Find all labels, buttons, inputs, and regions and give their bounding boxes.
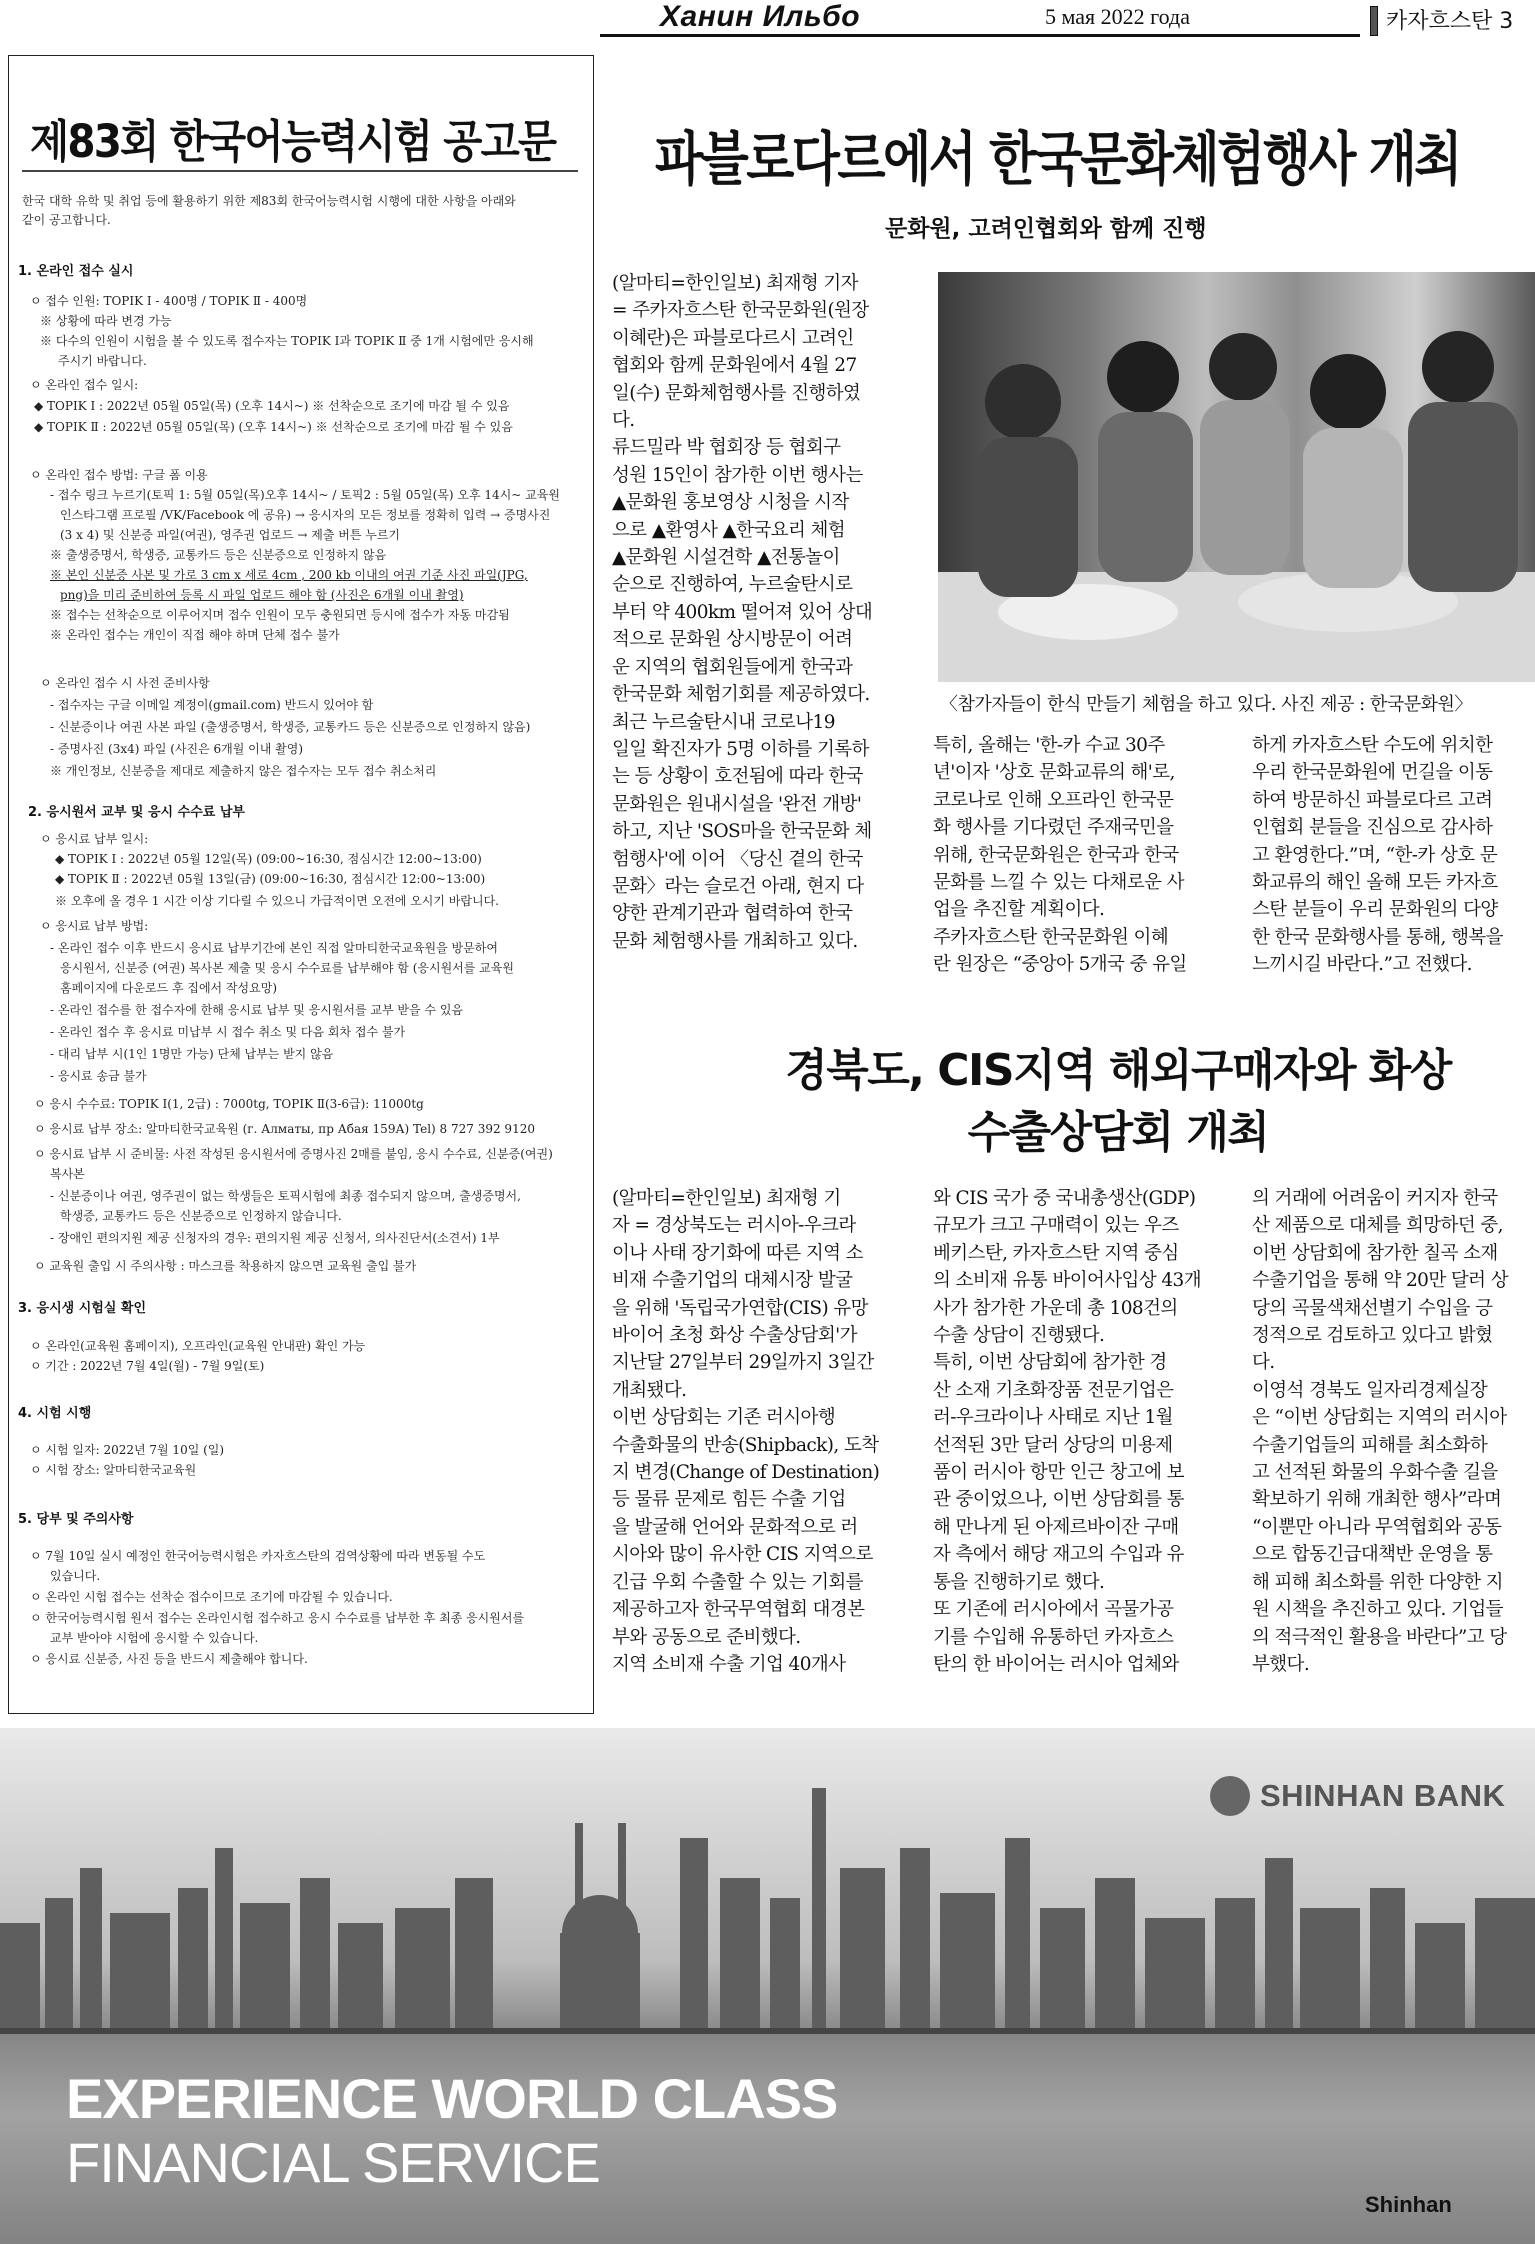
text-line: 수출 상담이 진행됐다. xyxy=(933,1325,1105,1347)
notice-line: ◆ TOPIK Ⅰ : 2022년 05월 05일(목) (오후 14시~) ※ 선착순으로 조기에 마감 될 수 있음 xyxy=(34,399,510,413)
text-line: 부와 공동으로 준비했다. xyxy=(612,1626,801,1648)
text-line: 긴급 우회 수출할 수 있는 기회를 xyxy=(612,1571,863,1593)
notice-line: 주시기 바랍니다. xyxy=(58,354,147,368)
text-line: 지난달 27일부터 29일까지 3일간 xyxy=(612,1352,874,1374)
text-line: 지 변경(Change of Destination) xyxy=(612,1462,880,1484)
text-line: 부터 약 400km 떨어져 있어 상대 xyxy=(612,601,873,623)
article1-column-1 xyxy=(612,270,872,955)
text-line: 으로 합동긴급대책반 운영을 통 xyxy=(1252,1544,1493,1566)
text-line: 이번 상담회에 참가한 칠곡 소재 xyxy=(1252,1242,1498,1264)
text-line: 한국문화 체험기회를 제공하였다. xyxy=(612,684,870,706)
notice-line: ㅇ 응시료 납부 시 준비물: 사전 작성된 응시원서에 증명사진 2매를 붙임, 응시 수수료, 신분증(여권) xyxy=(34,1147,553,1161)
notice-line: ㅇ 교육원 출입 시 주의사항 : 마스크를 착용하지 않으면 교육원 출입 불가 xyxy=(34,1259,417,1273)
text-line: 화교류의 해인 올해 모든 카자흐 xyxy=(1252,872,1498,894)
text-line: 산 소재 기초화장품 전문기업은 xyxy=(933,1379,1174,1401)
notice-line: ◆ TOPIK Ⅱ : 2022년 05월 13일(금) (09:00~16:30, 점심시간 12:00~13:00) xyxy=(55,872,486,886)
notice-line: - 온라인 접수를 한 접수자에 한해 응시료 납부 및 응시원서를 교부 받을 수 있음 xyxy=(50,1003,463,1017)
text-line: 이나 사태 장기화에 따른 지역 소 xyxy=(612,1242,863,1264)
text-line: 또 기존에 러시아에서 곡물가공 xyxy=(933,1599,1174,1621)
notice-line: ㅇ 응시료 납부 방법: xyxy=(40,919,149,933)
text-line: 이번 상담회는 기존 러시아행 xyxy=(612,1407,836,1429)
notice-line: ※ 본인 신분증 사본 및 가로 3 cm x 세로 4cm , 200 kb 이내의 여권 기준 사진 파일(JPG, xyxy=(50,568,528,582)
text-line: 기를 수입해 유통하던 카자흐스 xyxy=(933,1626,1174,1648)
text-line: 특히, 이번 상담회에 참가한 경 xyxy=(933,1352,1167,1374)
notice-line: ㅇ 7월 10일 실시 예정인 한국어능력시험은 카자흐스탄의 검역상황에 따라 변동될 수도 xyxy=(30,1549,486,1563)
text-line: 이영석 경북도 일자리경제실장 xyxy=(1252,1379,1488,1401)
text-line: 코로나로 인해 오프라인 한국문 xyxy=(933,789,1174,811)
text-line: 수출기업을 통해 약 20만 달러 상 xyxy=(1252,1270,1508,1292)
text-line: 다. xyxy=(1252,1352,1275,1374)
article1-headline: 파블로다르에서 한국문화체험행사 개최 xyxy=(655,125,1460,193)
text-line: 선적된 3만 달러 상당의 미용제 xyxy=(933,1434,1173,1456)
notice-line: ㅇ 온라인 접수 방법: 구글 폼 이용 xyxy=(30,468,208,482)
text-line: 자 측에서 해당 재고의 수입과 유 xyxy=(933,1544,1184,1566)
text-line: 문화원은 원내시설을 '완전 개방' xyxy=(612,793,862,815)
text-line: 특히, 올해는 '한-카 수교 30주 xyxy=(933,735,1165,756)
text-line: = 주카자흐스탄 한국문화원(원장 xyxy=(612,300,869,322)
shinhan-logo-icon xyxy=(1210,1776,1250,1816)
text-line: 이혜란)은 파블로다르시 고려인 xyxy=(612,327,854,349)
text-line: 인협회 분들을 진심으로 감사하 xyxy=(1252,817,1493,839)
notice-line: ㅇ 응시료 신분증, 사진 등을 반드시 제출해야 합니다. xyxy=(30,1652,308,1666)
notice-line: - 응시료 송금 불가 xyxy=(50,1069,147,1083)
text-line: 하여 방문하신 파블로다르 고려 xyxy=(1252,789,1493,811)
article1-column-3 xyxy=(1252,732,1503,979)
article1-subhead: 문화원, 고려인협회와 함께 진행 xyxy=(885,216,1207,242)
notice-line: ※ 접수는 선착순으로 이루어지며 접수 인원이 모두 충원되면 등시에 접수가 자동 마감됨 xyxy=(50,608,510,622)
page-section: 카자흐스탄 3 xyxy=(1386,9,1514,34)
text-line: 은 “이번 상담회는 지역의 러시아 xyxy=(1252,1407,1507,1429)
ad-brand-name: SHINHAN BANK xyxy=(1260,1778,1506,1813)
text-line: (알마티=한인일보) 최재형 기자 xyxy=(612,273,858,294)
masthead: Ханин Ильбо xyxy=(660,0,861,33)
notice-divider xyxy=(22,170,578,172)
text-line: 일(수) 문화체험행사를 진행하였 xyxy=(612,382,861,404)
notice-line: ※ 출생증명서, 학생증, 교통카드 등은 신분증으로 인정하지 않음 xyxy=(50,548,387,562)
notice-line: ㅇ 응시료 납부 장소: 알마티한국교육원 (г. Алматы, пр Абая 159А) Tel) 8 727 392 9120 xyxy=(34,1122,535,1136)
ad-small-brand: Shinhan xyxy=(1365,2192,1452,2217)
notice-line: ㅇ 온라인(교육원 홈페이지), 오프라인(교육원 안내판) 확인 가능 xyxy=(30,1339,366,1353)
ad-slogan-line-2: FINANCIAL SERVICE xyxy=(66,2131,600,2194)
notice-line: ※ 오후에 올 경우 1 시간 이상 기다릴 수 있으니 가급적이면 오전에 오시기 바랍니다. xyxy=(55,894,499,908)
text-line: 하게 카자흐스탄 수도에 위치한 xyxy=(1252,735,1493,756)
text-line: 등 물류 문제로 힘든 수출 기업 xyxy=(612,1489,846,1511)
notice-line: ㅇ 온라인 시험 접수는 선착순 접수이므로 조기에 마감될 수 있습니다. xyxy=(30,1590,393,1604)
notice-section-heading: 1. 온라인 접수 실시 xyxy=(18,264,134,279)
notice-line: - 장애인 편의지원 제공 신청자의 경우: 편의지원 제공 신청서, 의사진단서(소견서) 1부 xyxy=(50,1231,500,1245)
text-line: 탄의 한 바이어는 러시아 업체와 xyxy=(933,1653,1179,1675)
text-line: 정적으로 검토하고 있다고 밝혔 xyxy=(1252,1325,1493,1347)
text-line: 의 적극적인 활용을 바란다”고 당 xyxy=(1252,1626,1507,1648)
text-line: ▲문화원 홍보영상 시청을 시작 xyxy=(612,492,849,514)
photo-caption: 〈참가자들이 한식 만들기 체험을 하고 있다. 사진 제공 : 한국문화원〉 xyxy=(940,694,1472,715)
notice-intro-line: 한국 대학 유학 및 취업 등에 활용하기 위한 제83회 한국어능력시험 시행에 대한 사항을 아래와 xyxy=(22,194,516,208)
text-line: 의 거래에 어려움이 커지자 한국 xyxy=(1252,1188,1498,1209)
text-line: 고 환영한다.”며, “한-카 상호 문 xyxy=(1252,844,1498,866)
notice-line: - 신분증이나 여권 사본 파일 (출생증명서, 학생증, 교통카드 등은 신분증으로 인정하지 않음) xyxy=(50,720,531,734)
text-line: 순으로 진행하여, 누르술탄시로 xyxy=(612,574,853,596)
article1-column-2 xyxy=(933,732,1187,979)
notice-line: ◆ TOPIK Ⅰ : 2022년 05월 12일(목) (09:00~16:30, 점심시간 12:00~13:00) xyxy=(55,852,482,866)
text-line: 을 위해 '독립국가연합(CIS) 유망 xyxy=(612,1297,868,1319)
notice-line: ㅇ 한국어능력시험 원서 접수는 온라인시험 접수하고 응시 수수료를 납부한 후 최종 응시원서를 xyxy=(30,1611,525,1625)
notice-line: ㅇ 응시 수수료: TOPIK Ⅰ(1, 2급) : 7000tg, TOPIK Ⅱ(3-6급): 11000tg xyxy=(34,1097,424,1111)
text-line: 규모가 크고 구매력이 있는 우즈 xyxy=(933,1215,1179,1237)
article2-headline-line-1: 경북도, CIS지역 해외구매자와 화상 xyxy=(785,1045,1451,1096)
text-line: 험행사'에 이어 〈당신 곁의 한국 xyxy=(612,848,863,870)
notice-line: 응시원서, 신분증 (여권) 복사본 제출 및 응시 수수료를 납부해야 함 (응시원서를 교육원 xyxy=(60,961,514,975)
notice-line: 홈페이지에 다운로드 후 집에서 작성요망) xyxy=(60,981,278,995)
notice-line: ㅇ 온라인 접수 시 사전 준비사항 xyxy=(40,676,210,690)
text-line: 을 발굴해 언어와 문화적으로 러 xyxy=(612,1516,858,1538)
notice-line: 복사본 xyxy=(50,1167,85,1181)
text-line: 당의 곡물색채선별기 수입을 긍 xyxy=(1252,1297,1493,1319)
text-line: 다. xyxy=(612,410,635,432)
section-marker xyxy=(1370,6,1378,36)
text-line: 협회와 함께 문화원에서 4월 27 xyxy=(612,355,857,377)
notice-section-heading: 5. 당부 및 주의사항 xyxy=(18,1512,134,1527)
text-line: 시아와 많이 유사한 CIS 지역으로 xyxy=(612,1544,873,1566)
article2-column-1 xyxy=(612,1185,879,1678)
event-photo xyxy=(938,272,1535,682)
text-line: 류드밀라 박 협회장 등 협회구 xyxy=(612,437,841,459)
text-line: 관 중이었으나, 이번 상담회를 통 xyxy=(933,1489,1184,1511)
text-line: 으로 ▲환영사 ▲한국요리 체험 xyxy=(612,519,846,541)
text-line: 업을 추진할 계획이다. xyxy=(933,899,1105,921)
text-line: 하고, 지난 'SOS마을 한국문화 체 xyxy=(612,821,872,843)
text-line: 러-우크라이나 사태로 지난 1월 xyxy=(933,1407,1173,1429)
text-line: 부했다. xyxy=(1252,1653,1310,1675)
text-line: 지역 소비재 수출 기업 40개사 xyxy=(612,1653,846,1675)
text-line: 산 제품으로 대체를 희망하던 중, xyxy=(1252,1215,1503,1237)
issue-date: 5 мая 2022 года xyxy=(1045,4,1190,29)
notice-line: - 온라인 접수 후 응시료 미납부 시 접수 취소 및 다음 회차 접수 불가 xyxy=(50,1025,406,1039)
text-line: 우리 한국문화원에 먼길을 이동 xyxy=(1252,762,1493,784)
notice-line: 인스타그램 프로필 /VK/Facebook 에 공유) → 응시자의 모든 정보를 정확히 입력 → 증명사진 xyxy=(60,508,551,522)
notice-line: ◆ TOPIK Ⅱ : 2022년 05월 05일(목) (오후 14시~) ※ 선착순으로 조기에 마감 될 수 있음 xyxy=(34,420,513,434)
text-line: 스탄 분들이 우리 문화원의 다양 xyxy=(1252,899,1498,921)
text-line: ▲문화원 시설견학 ▲전통놀이 xyxy=(612,547,840,569)
text-line: 자 = 경상북도는 러시아-우크라 xyxy=(612,1215,856,1237)
notice-line: ㅇ 시험 일자: 2022년 7월 10일 (일) xyxy=(30,1443,225,1457)
text-line: “이뿐만 아니라 무역협회와 공동 xyxy=(1252,1516,1502,1538)
notice-line: ㅇ 접수 인원: TOPIK Ⅰ - 400명 / TOPIK Ⅱ - 400명 xyxy=(30,294,308,308)
notice-line: ㅇ 온라인 접수 일시: xyxy=(30,378,139,392)
notice-section-heading: 3. 응시생 시험실 확인 xyxy=(18,1301,147,1316)
header-rule xyxy=(600,34,1360,37)
text-line: 원 시책을 추진하고 있다. 기업들 xyxy=(1252,1599,1503,1621)
text-line: 적으로 문화원 상시방문이 어려 xyxy=(612,629,853,651)
text-line: 바이어 초청 화상 수출상담회'가 xyxy=(612,1325,857,1347)
text-line: 년'이자 '상호 문화교류의 해'로, xyxy=(933,762,1175,784)
ad-slogan-line-1: EXPERIENCE WORLD CLASS xyxy=(66,2067,838,2130)
notice-line: - 증명사진 (3x4) 파일 (사진은 6개월 이내 촬영) xyxy=(50,742,304,756)
text-line: 사가 참가한 가운데 총 108건의 xyxy=(933,1297,1178,1319)
text-line: 와 CIS 국가 중 국내총생산(GDP) xyxy=(933,1188,1196,1209)
article2-headline-line-2: 수출상담회 개최 xyxy=(967,1107,1269,1158)
notice-line: - 접수 링크 누르기(토픽 1: 5월 05일(목)오후 14시~ / 토픽2 : 5월 05일(목) 오후 14시~ 교육원 xyxy=(50,488,560,502)
notice-line: - 온라인 접수 이후 반드시 응시료 납부기간에 본인 직접 알마티한국교육원을 방문하여 xyxy=(50,941,498,955)
text-line: 의 소비재 유통 바이어사입상 43개 xyxy=(933,1270,1201,1292)
text-line: 문화 체험행사를 개최하고 있다. xyxy=(612,930,858,952)
notice-line: ※ 다수의 인원이 시험을 볼 수 있도록 접수자는 TOPIK Ⅰ과 TOPIK Ⅱ 중 1개 시험에만 응시해 xyxy=(40,334,534,348)
notice-section-heading: 2. 응시원서 교부 및 응시 수수료 납부 xyxy=(28,805,245,820)
notice-line: 학생증, 교통카드 등은 신분증으로 인정하지 않습니다. xyxy=(60,1209,342,1223)
text-line: 한 한국 문화행사를 통해, 행복을 xyxy=(1252,926,1503,948)
text-line: 위해, 한국문화원은 한국과 한국 xyxy=(933,844,1179,866)
text-line: 베키스탄, 카자흐스탄 지역 중심 xyxy=(933,1242,1179,1264)
notice-line: ※ 상황에 따라 변경 가능 xyxy=(40,314,172,328)
text-line: 개최됐다. xyxy=(612,1379,687,1401)
notice-line: - 대리 납부 시(1인 1명만 가능) 단체 납부는 받지 않음 xyxy=(50,1047,334,1061)
text-line: 제공하고자 한국무역협회 대경본 xyxy=(612,1599,865,1621)
notice-line: ㅇ 시험 장소: 알마티한국교육원 xyxy=(30,1463,197,1477)
notice-line: ※ 온라인 접수는 개인이 직접 해야 하며 단체 접수 불가 xyxy=(50,628,340,642)
text-line: 양한 관계기관과 협력하여 한국 xyxy=(612,903,853,925)
text-line: 란 원장은 “중앙아 5개국 중 유일 xyxy=(933,954,1187,976)
text-line: 통을 진행하기로 했다. xyxy=(933,1571,1105,1593)
text-line: 문화를 느낄 수 있는 다채로운 사 xyxy=(933,872,1184,894)
text-line: 느끼시길 바란다.”고 전했다. xyxy=(1252,954,1472,976)
text-line: 최근 누르술탄시내 코로나19 xyxy=(612,711,835,733)
notice-line: ㅇ 응시료 납부 일시: xyxy=(40,832,149,846)
notice-line: ※ 개인정보, 신분증을 제대로 제출하지 않은 접수자는 모두 접수 취소처리 xyxy=(50,764,437,778)
text-line: 비재 수출기업의 대체시장 발굴 xyxy=(612,1270,853,1292)
article2-column-3 xyxy=(1252,1185,1508,1678)
text-line: 해 만나게 된 아제르바이잔 구매 xyxy=(933,1516,1179,1538)
article2-headline xyxy=(768,1040,1468,1164)
notice-line: 교부 받아야 시험에 응시할 수 있습니다. xyxy=(50,1631,259,1645)
notice-line: ㅇ 기간 : 2022년 7월 4일(월) - 7월 9일(토) xyxy=(30,1359,265,1373)
text-line: 수출화물의 반송(Shipback), 도착 xyxy=(612,1434,879,1456)
notice-line: png)을 미리 준비하여 등록 시 파일 업로드 해야 함 (사진은 6개월 이내 촬영) xyxy=(60,588,464,602)
text-line: (알마티=한인일보) 최재형 기 xyxy=(612,1188,841,1209)
text-line: 고 선적된 화물의 우화수출 길을 xyxy=(1252,1462,1498,1484)
text-line: 문화〉라는 슬로건 아래, 현지 다 xyxy=(612,875,864,897)
notice-title: 제83회 한국어능력시험 공고문 xyxy=(30,115,556,168)
text-line: 수출기업들의 피해를 최소화하 xyxy=(1252,1434,1488,1456)
text-line: 는 등 상황이 호전됨에 따라 한국 xyxy=(612,766,863,788)
notice-intro-line: 같이 공고합니다. xyxy=(22,213,111,227)
notice-line: 있습니다. xyxy=(50,1569,101,1583)
notice-line: - 신분증이나 여권, 영주권이 없는 학생들은 토픽시험에 최종 접수되지 않으며, 출생증명서, xyxy=(50,1189,521,1203)
text-line: 성원 15인이 참가한 이번 행사는 xyxy=(612,464,863,486)
text-line: 해 피해 최소화를 위한 다양한 지 xyxy=(1252,1571,1503,1593)
text-line: 운 지역의 협회원들에게 한국과 xyxy=(612,656,853,678)
text-line: 주카자흐스탄 한국문화원 이혜 xyxy=(933,926,1169,948)
text-line: 일일 확진자가 5명 이하를 기록하 xyxy=(612,738,869,760)
article2-column-2 xyxy=(933,1185,1201,1678)
text-line: 화 행사를 기다렸던 주재국민을 xyxy=(933,817,1174,839)
event-photo-illustration xyxy=(938,272,1535,682)
notice-line: - 접수자는 구글 이메일 계정이(gmail.com) 반드시 있어야 함 xyxy=(50,698,374,712)
notice-section-heading: 4. 시험 시행 xyxy=(18,1406,92,1421)
notice-line: (3 x 4) 및 신분증 파일(여권), 영주권 업로드 → 제출 버튼 누르기 xyxy=(60,528,401,542)
text-line: 품이 러시아 항만 인근 창고에 보 xyxy=(933,1462,1184,1484)
text-line: 확보하기 위해 개최한 행사”라며 xyxy=(1252,1489,1502,1511)
